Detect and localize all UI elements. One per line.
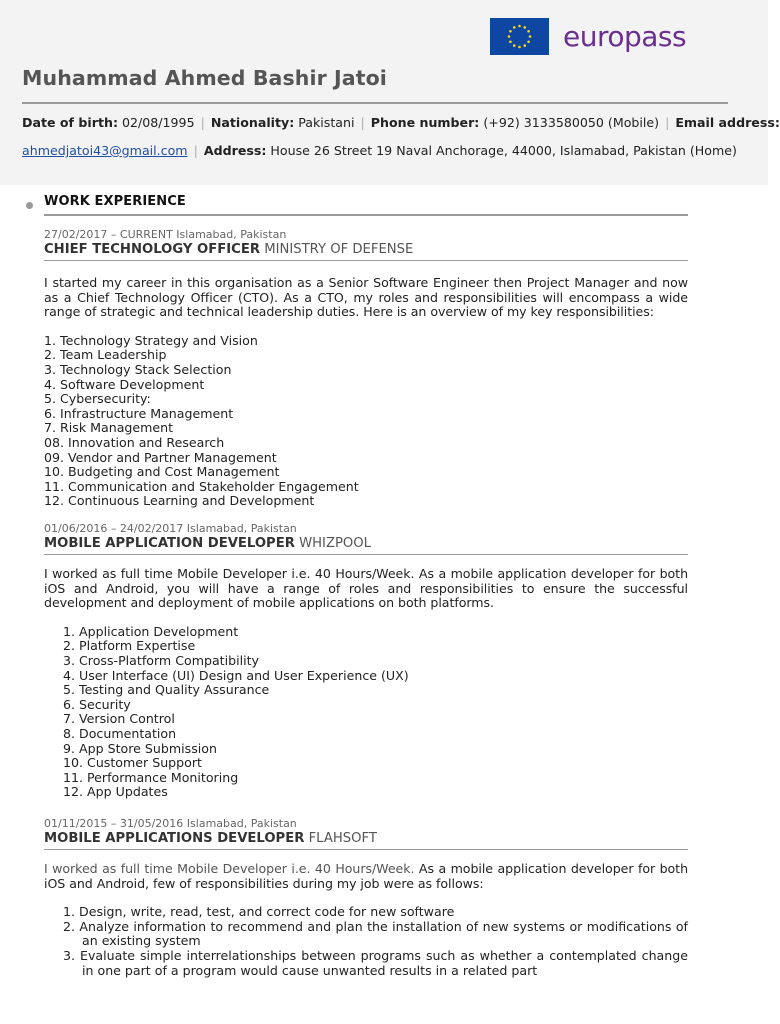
candidate-name: Muhammad Ahmed Bashir Jatoi [22, 66, 387, 90]
dob-value: 02/08/1995 [122, 115, 195, 130]
phone-value: (+92) 3133580050 (Mobile) [483, 115, 660, 130]
separator: | [200, 115, 205, 130]
job-title-line [44, 830, 688, 848]
job-responsibilities [44, 334, 688, 509]
section-title: WORK EXPERIENCE [44, 194, 186, 209]
job-title-line [44, 241, 688, 259]
list-item: 7. Risk Management [44, 420, 174, 436]
email-label: Email address: [675, 115, 780, 130]
job-title: MOBILE APPLICATION DEVELOPER [44, 536, 295, 551]
job-title: MOBILE APPLICATIONS DEVELOPER [44, 831, 305, 846]
list-item: 11. Communication and Stakeholder Engagement [44, 478, 359, 494]
job-entry [44, 817, 688, 978]
header [0, 0, 780, 185]
list-item: 7. Version Control [63, 711, 175, 727]
list-item: 9. App Store Submission [63, 740, 217, 756]
address-value: House 26 Street 19 Naval Anchorage, 44000, Islamabad, Pakistan (Home) [270, 143, 737, 158]
list-item: 10. Customer Support [63, 755, 202, 771]
job-date: 27/02/2017 – CURRENT Islamabad, Pakistan [44, 228, 287, 241]
dob-label: Date of birth: [22, 115, 118, 130]
personal-info-line-2 [22, 142, 737, 160]
list-item: 2. Platform Expertise [63, 638, 196, 654]
list-item: 3. Technology Stack Selection [44, 361, 232, 377]
section-bullet-icon [26, 202, 33, 209]
list-item: 6. Infrastructure Management [44, 405, 234, 421]
list-item: 8. Documentation [63, 725, 177, 741]
section-divider [44, 214, 688, 216]
job-divider [44, 849, 688, 850]
list-item: 1. Application Development [63, 623, 239, 639]
job-divider [44, 260, 688, 261]
nationality-label: Nationality: [210, 115, 295, 130]
list-item: 2. Team Leadership [44, 347, 167, 363]
job-date: 01/06/2016 – 24/02/2017 Islamabad, Pakistan [44, 522, 297, 535]
list-item: 09. Vendor and Partner Management [44, 449, 277, 465]
separator: | [193, 143, 198, 158]
list-item: 2. Analyze information to recommend and plan the installation of new systems or modifications of an existing system [63, 918, 688, 949]
job-description: I started my career in this organisation as a Senior Software Engineer then Project Manager and now as a Chief Technology Officer (CTO). As a CTO, my roles and responsibilities will encompass a wide range of strategic and technical leadership duties. Here is an overview of my key responsibilities: [44, 275, 688, 320]
separator: | [665, 115, 670, 130]
list-item: 11. Performance Monitoring [63, 769, 239, 785]
list-item: 12. App Updates [63, 784, 168, 800]
list-item: 5. Testing and Quality Assurance [63, 682, 270, 698]
nationality-value: Pakistani [298, 115, 355, 130]
job-description [44, 862, 688, 891]
job-description-text: As a mobile application developer for both iOS and Android, few of responsibilities during my job were as follows: [44, 861, 689, 891]
name-divider [22, 102, 728, 104]
job-organization: WHIZPOOL [299, 536, 372, 551]
list-item: 1. Technology Strategy and Vision [44, 332, 258, 348]
job-divider [44, 554, 688, 555]
list-item: 10. Budgeting and Cost Management [44, 464, 280, 480]
job-organization: FLAHSOFT [308, 831, 377, 846]
eu-flag-icon [490, 18, 549, 55]
job-description-hours: I worked as full time Mobile Developer i.e. 40 Hours/Week. [44, 861, 415, 876]
europass-logo[interactable] [490, 18, 686, 55]
personal-info-line-1 [22, 114, 780, 132]
job-title: CHIEF TECHNOLOGY OFFICER [44, 242, 260, 257]
list-item: 5. Cybersecurity: [44, 391, 151, 407]
job-entry [44, 522, 688, 800]
job-entry [44, 228, 688, 509]
job-title-line [44, 535, 688, 553]
job-date: 01/11/2015 – 31/05/2016 Islamabad, Pakistan [44, 817, 297, 830]
list-item: 3. Cross-Platform Compatibility [63, 652, 259, 668]
list-item: 1. Design, write, read, test, and correct code for new software [63, 904, 455, 920]
europass-wordmark: europass [563, 20, 687, 53]
job-responsibilities [63, 625, 688, 800]
job-description: I worked as full time Mobile Developer i.e. 40 Hours/Week. As a mobile application developer for both iOS and Android, you will have a range of roles and responsibilities to ensure the successful development and deployment of mobile applications on both platforms. [44, 566, 688, 611]
list-item: 4. User Interface (UI) Design and User Experience (UX) [63, 667, 409, 683]
job-responsibilities [63, 905, 688, 978]
work-experience-section [44, 193, 688, 216]
list-item: 6. Security [63, 696, 131, 712]
list-item: 3. Evaluate simple interrelationships between programs such as whether a contemplated change in one part of a program would cause unwanted results in a related part [63, 947, 688, 978]
email-link[interactable]: ahmedjatoi43@gmail.com [22, 143, 188, 158]
list-item: 4. Software Development [44, 376, 205, 392]
list-item: 12. Continuous Learning and Development [44, 493, 315, 509]
phone-label: Phone number: [370, 115, 480, 130]
address-label: Address: [203, 143, 267, 158]
job-organization: MINISTRY OF DEFENSE [264, 242, 414, 257]
separator: | [360, 115, 365, 130]
list-item: 08. Innovation and Research [44, 434, 225, 450]
